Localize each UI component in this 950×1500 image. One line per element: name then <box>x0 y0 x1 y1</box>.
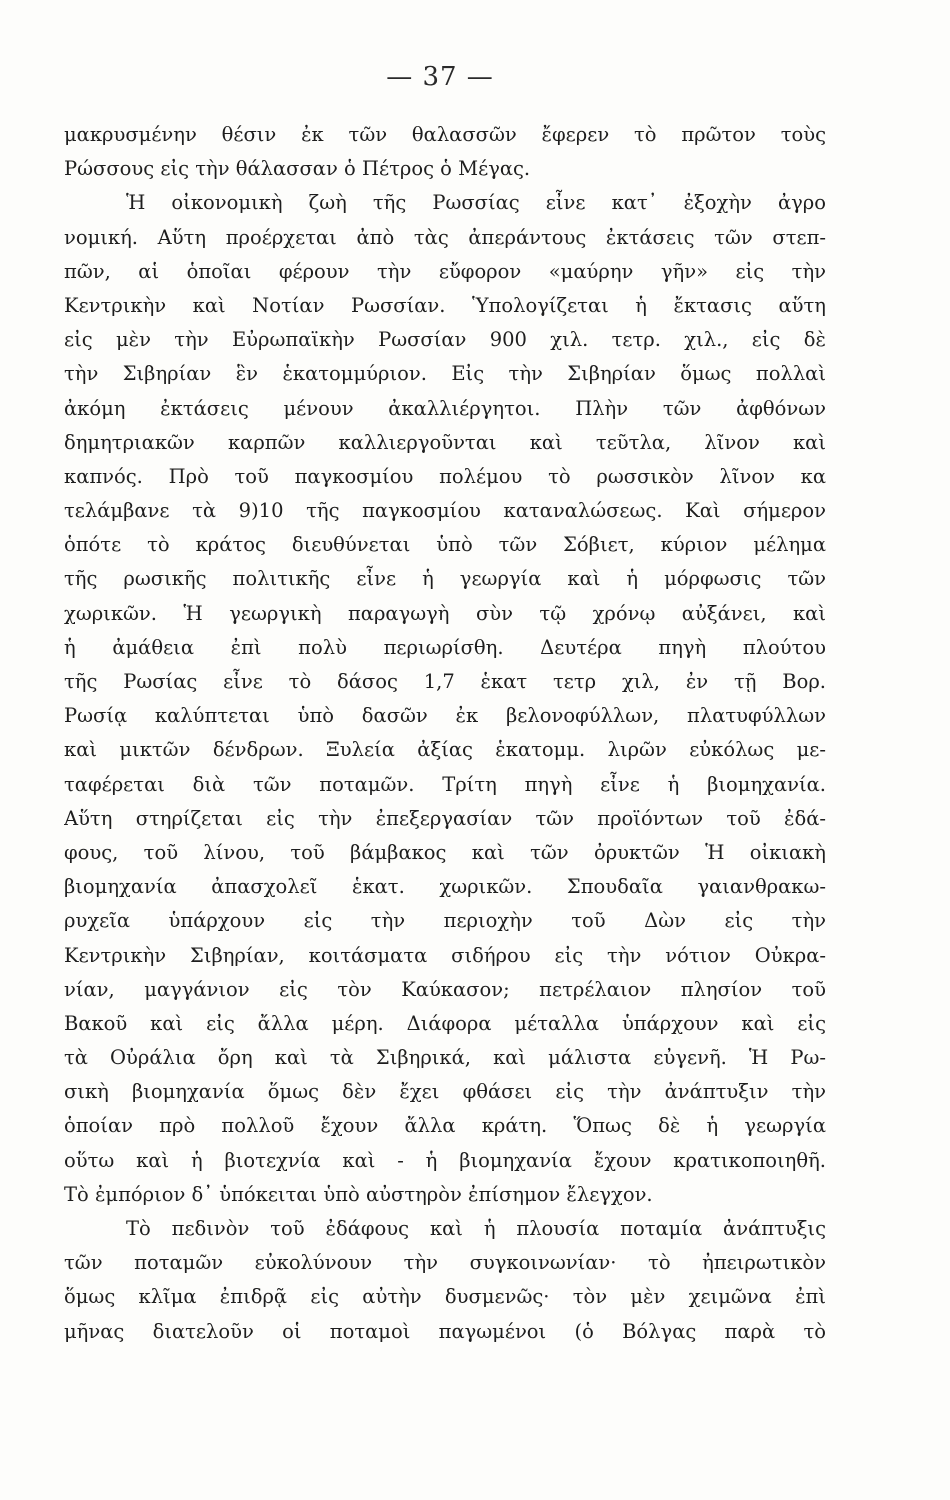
text-line: Τὸ πεδινὸν τοῦ ἐδάφους καὶ ἡ πλουσία ποταμία ἀνάπτυξις <box>126 1217 826 1240</box>
page-number: — 37 — <box>386 62 494 92</box>
text-line: Αὕτη στηρίζεται εἰς τὴν ἐπεξεργασίαν τῶν προϊόντων τοῦ ἐδά- <box>64 806 826 830</box>
text-line: πῶν, αἱ ὁποῖαι φέρουν τὴν εὔφορον «μαύρην γῆν» εἰς τὴν <box>64 259 826 283</box>
text-line: μακρυσμένην θέσιν ἐκ τῶν θαλασσῶν ἔφερεν τὸ πρῶτον τοὺς <box>64 123 826 146</box>
text-line: τῆς Ρωσίας εἶνε τὸ δάσος 1,7 ἑκατ τετρ χιλ, ἐν τῇ Βορ. <box>64 670 826 693</box>
text-line: Κεντρικὴν καὶ Νοτίαν Ρωσσίαν. Ὑπολογίζεται ἡ ἔκτασις αὕτη <box>64 293 826 317</box>
text-line: Ρωσίᾳ καλύπτεται ὑπὸ δασῶν ἐκ βελονοφύλλων, πλατυφύλλων <box>64 704 826 728</box>
text-line: δημητριακῶν καρπῶν καλλιεργοῦνται καὶ τεῦτλα, λῖνον καὶ <box>64 430 826 454</box>
text-line: τῶν ποταμῶν εὐκολύνουν τὴν συγκοινωνίαν· τὸ ἠπειρωτικὸν <box>64 1251 826 1275</box>
text-line: ὅμως κλῖμα ἐπιδρᾷ εἰς αὐτὴν δυσμενῶς· τὸν μὲν χειμῶνα ἐπὶ <box>64 1285 826 1309</box>
text-line: τῆς ρωσικῆς πολιτικῆς εἶνε ἡ γεωργία καὶ ἡ μόρφωσις τῶν <box>64 567 826 591</box>
text-line: Ρώσσους εἰς τὴν θάλασσαν ὁ Πέτρος ὁ Μέγας. <box>64 157 531 181</box>
text-line: μῆνας διατελοῦν οἱ ποταμοὶ παγωμένοι (ὁ Βόλγας παρὰ τὸ <box>64 1319 826 1343</box>
text-line: ὁπότε τὸ κράτος διευθύνεται ὑπὸ τῶν Σόβιετ, κύριον μέλημα <box>64 533 826 557</box>
text-line: Βακοῦ καὶ εἰς ἄλλα μέρη. Διάφορα μέταλλα ὑπάρχουν καὶ εἰς <box>64 1011 826 1035</box>
body-text <box>64 118 826 1349</box>
text-line: οὕτω καὶ ἡ βιοτεχνία καὶ - ἡ βιομηχανία ἔχουν κρατικοποιηθῆ. <box>64 1148 826 1172</box>
text-line: τὴν Σιβηρίαν ἓν ἑκατομμύριον. Εἰς τὴν Σιβηρίαν ὅμως πολλαὶ <box>64 362 826 386</box>
text-line: ὁποίαν πρὸ πολλοῦ ἔχουν ἄλλα κράτη. Ὅπως δὲ ἡ γεωργία <box>64 1114 826 1138</box>
text-line: νομική. Αὕτη προέρχεται ἀπὸ τὰς ἀπεράντους ἐκτάσεις τῶν στεπ- <box>64 225 826 249</box>
text-line: Κεντρικὴν Σιβηρίαν, κοιτάσματα σιδήρου εἰς τὴν νότιον Οὐκρα- <box>64 943 826 967</box>
text-line: Τὸ ἐμπόριον δ᾽ ὑπόκειται ὑπὸ αὐστηρὸν ἐπίσημον ἔλεγχον. <box>64 1182 653 1206</box>
text-line: βιομηχανία ἀπασχολεῖ ἑκατ. χωρικῶν. Σπουδαῖα γαιανθρακω- <box>64 875 826 899</box>
text-line: χωρικῶν. Ἡ γεωργικὴ παραγωγὴ σὺν τῷ χρόνῳ αὐξάνει, καὶ <box>64 601 826 625</box>
text-line: σικὴ βιομηχανία ὅμως δὲν ἔχει φθάσει εἰς τὴν ἀνάπτυξιν τὴν <box>64 1080 826 1104</box>
text-line: καπνός. Πρὸ τοῦ παγκοσμίου πολέμου τὸ ρωσσικὸν λῖνον κα <box>64 464 826 488</box>
text-line: καὶ μικτῶν δένδρων. Ξυλεία ἀξίας ἑκατομμ. λιρῶν εὐκόλως με- <box>64 738 826 762</box>
text-line: τὰ Οὐράλια ὄρη καὶ τὰ Σιβηρικά, καὶ μάλιστα εὐγενῆ. Ἡ Ρω- <box>64 1046 826 1070</box>
text-line: ἡ ἀμάθεια ἐπὶ πολὺ περιωρίσθη. Δευτέρα πηγὴ πλούτου <box>64 635 826 659</box>
text-line: ρυχεῖα ὑπάρχουν εἰς τὴν περιοχὴν τοῦ Δὼν εἰς τὴν <box>64 909 826 933</box>
text-line: φους, τοῦ λίνου, τοῦ βάμβακος καὶ τῶν ὀρυκτῶν Ἡ οἰκιακὴ <box>64 840 826 864</box>
text-line: Ἡ οἰκονομικὴ ζωὴ τῆς Ρωσσίας εἶνε κατ᾽ ἐξοχὴν ἀγρο <box>126 191 826 215</box>
text-line: ἀκόμη ἐκτάσεις μένουν ἀκαλλιέργητοι. Πλὴν τῶν ἀφθόνων <box>64 396 826 420</box>
text-line: εἰς μὲν τὴν Εὐρωπαϊκὴν Ρωσσίαν 900 χιλ. τετρ. χιλ., εἰς δὲ <box>64 328 826 352</box>
text-line: νίαν, μαγγάνιον εἰς τὸν Καύκασον; πετρέλαιον πλησίον τοῦ <box>64 977 826 1001</box>
text-line: ταφέρεται διὰ τῶν ποταμῶν. Τρίτη πηγὴ εἶνε ἡ βιομηχανία. <box>64 772 826 796</box>
text-line: τελάμβανε τὰ 9)10 τῆς παγκοσμίου καταναλώσεως. Καὶ σήμερον <box>64 499 826 523</box>
